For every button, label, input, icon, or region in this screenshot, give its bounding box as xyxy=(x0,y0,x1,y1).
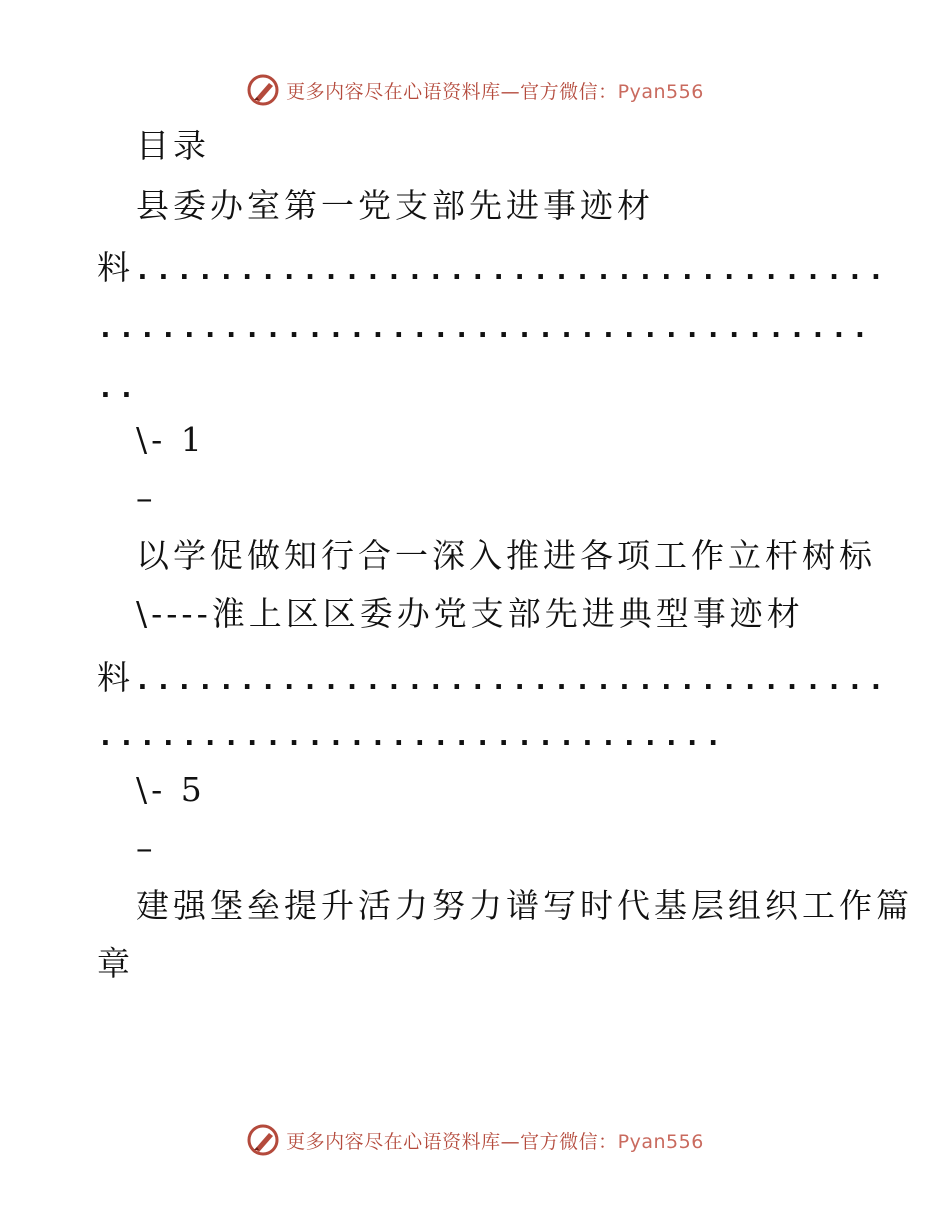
toc-heading: 目录 xyxy=(136,126,210,165)
toc-entry-3-title: 建强堡垒提升活力努力谱写时代基层组织工作篇 xyxy=(136,886,913,925)
pen-logo-icon xyxy=(246,73,280,107)
toc-entry-2-leader-2: .............................. xyxy=(97,719,726,752)
toc-entry-2-subtitle: \----淮上区区委办党支部先进典型事迹材 xyxy=(136,594,804,633)
toc-entry-2-dash: – xyxy=(136,828,157,867)
watermark-handle: Pyan556 xyxy=(617,1130,704,1153)
header-watermark xyxy=(0,70,950,110)
toc-entry-2-leader-1: .................................... xyxy=(134,663,889,696)
toc-entry-2-title: 以学促做知行合一深入推进各项工作立杆树标 xyxy=(136,536,876,575)
toc-entry-1-title-end: 料 xyxy=(97,248,134,287)
toc-entry-1-dash: – xyxy=(136,478,157,517)
toc-entry-1-leader-1: .................................... xyxy=(134,253,889,286)
watermark-text: 更多内容尽在心语资料库—官方微信：Pyan556 xyxy=(286,80,704,103)
toc-entry-1-leader-2: ..................................... xyxy=(97,311,873,344)
toc-entry-2-subtitle-cont xyxy=(97,658,888,700)
watermark-text: 更多内容尽在心语资料库—官方微信：Pyan556 xyxy=(286,1130,704,1153)
footer-watermark xyxy=(0,1120,950,1160)
toc-entry-2-page: \- 5 xyxy=(136,770,206,809)
toc-entry-1-title-cont xyxy=(97,248,888,290)
pen-logo-icon xyxy=(246,1123,280,1157)
toc-entry-2-subtitle-end: 料 xyxy=(97,658,134,697)
toc-entry-1-title: 县委办室第一党支部先进事迹材 xyxy=(136,186,654,225)
toc-entry-1-page: \- 1 xyxy=(136,420,206,459)
toc-entry-1-leader-3: .. xyxy=(97,371,139,404)
toc-entry-3-title-cont: 章 xyxy=(97,944,134,983)
watermark-handle: Pyan556 xyxy=(617,80,704,103)
